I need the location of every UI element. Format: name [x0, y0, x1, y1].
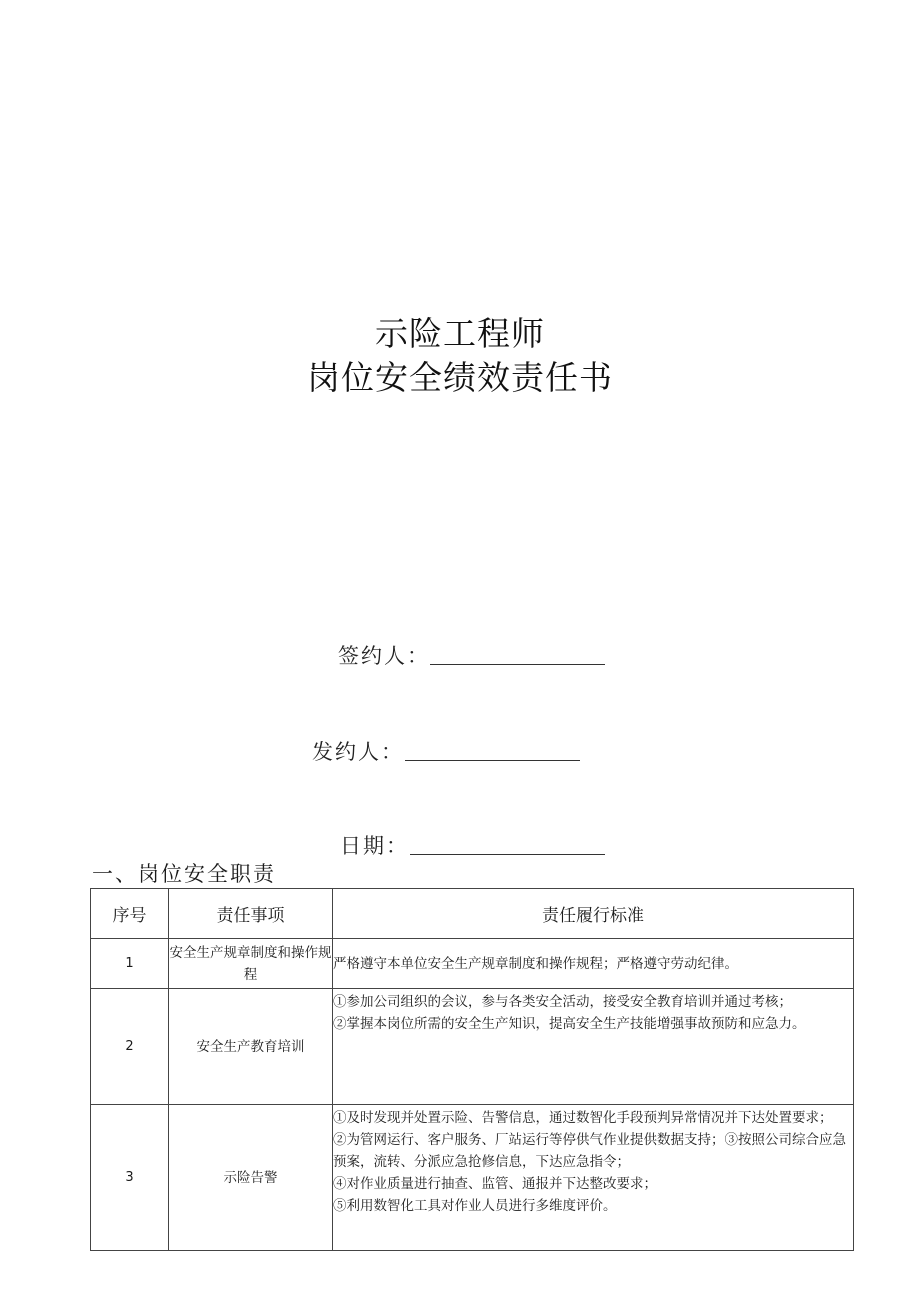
standard-line: 严格遵守本单位安全生产规章制度和操作规程；严格遵守劳动纪律。	[333, 955, 738, 972]
row-standard	[333, 939, 854, 989]
row-standard	[333, 989, 854, 1105]
duty-table	[90, 888, 854, 1251]
title-line-1: 示险工程师	[375, 314, 545, 353]
signer-label: 签约人：	[338, 644, 430, 668]
document-title	[0, 312, 920, 400]
header-standard: 责任履行标准	[333, 889, 854, 939]
standard-line: ④对作业质量进行抽查、监管、通报并下达整改要求；	[333, 1176, 657, 1192]
issuer-label: 发约人：	[312, 740, 404, 764]
header-no: 序号	[91, 889, 169, 939]
date-label: 日期：	[340, 834, 409, 858]
table-row	[91, 1105, 854, 1251]
table-header-row	[91, 889, 854, 939]
row-number: 2	[91, 989, 169, 1105]
table-row	[91, 939, 854, 989]
date-field[interactable]	[410, 854, 605, 855]
standard-line: ②为管网运行、客户服务、厂站运行等停供气作业提供数据支持；③按照公司综合应急预案，流转、分派应急抢修信息，下达应急指令；	[333, 1132, 846, 1170]
table-row	[91, 989, 854, 1105]
row-standard	[333, 1105, 854, 1251]
standard-line: ①及时发现并处置示险、告警信息，通过数智化手段预判异常情况并下达处置要求；	[333, 1110, 833, 1126]
row-number: 1	[91, 939, 169, 989]
standard-line: ①参加公司组织的会议，参与各类安全活动，接受安全教育培训并通过考核；	[333, 994, 792, 1010]
standard-line: ②掌握本岗位所需的安全生产知识，提高安全生产技能增强事故预防和应急力。	[333, 1016, 806, 1032]
header-item: 责任事项	[169, 889, 333, 939]
standard-line: ⑤利用数智化工具对作业人员进行多维度评价。	[333, 1198, 617, 1214]
row-number: 3	[91, 1105, 169, 1251]
row-item: 安全生产教育培训	[169, 989, 333, 1105]
row-item: 安全生产规章制度和操作规程	[169, 939, 333, 989]
title-line-2: 岗位安全绩效责任书	[307, 358, 613, 397]
issuer-field[interactable]	[405, 760, 580, 761]
row-item: 示险告警	[169, 1105, 333, 1251]
signer-field[interactable]	[430, 664, 605, 665]
section-heading-duties: 一、岗位安全职责	[92, 862, 276, 886]
